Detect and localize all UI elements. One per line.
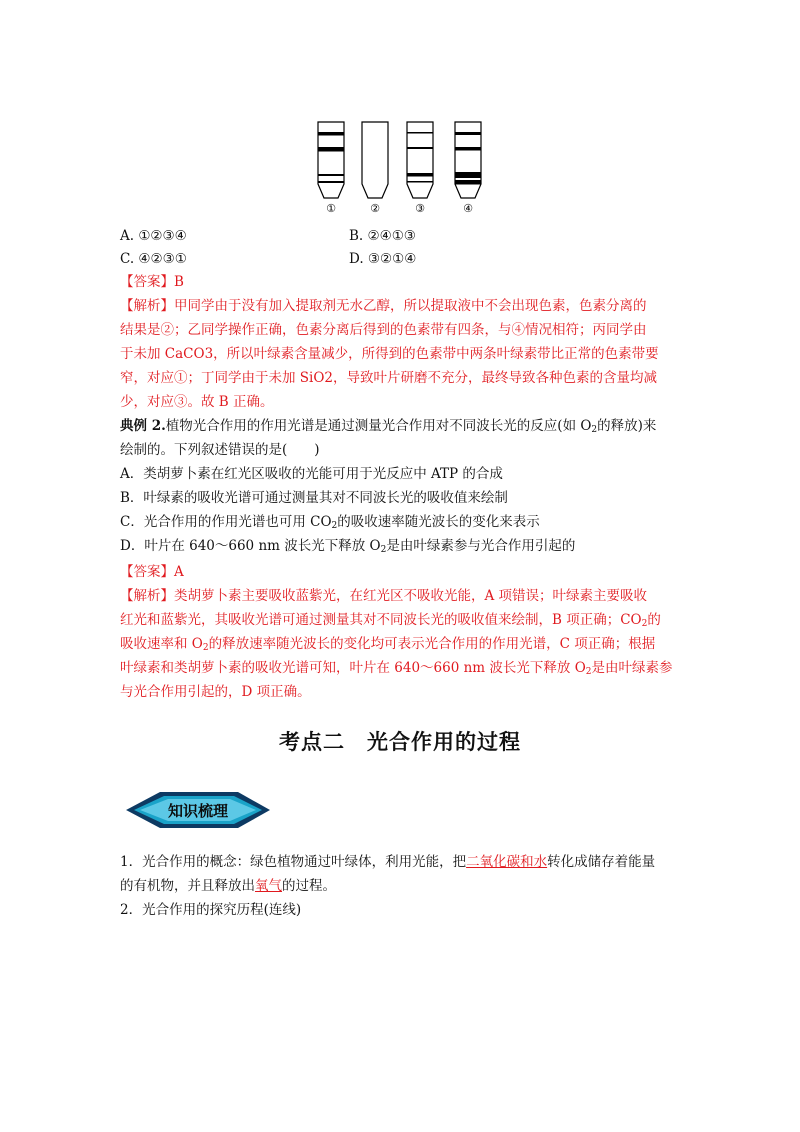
badge-label: 知识梳理 bbox=[167, 801, 228, 820]
example-2-option-d bbox=[120, 536, 680, 556]
option-c: C. ④②③① bbox=[120, 251, 187, 267]
analysis-2-line-4 bbox=[120, 658, 680, 678]
analysis-2-line-1: 【解析】类胡萝卜素主要吸收蓝紫光，在红光区不吸收光能，A 项错误；叶绿素主要吸收 bbox=[120, 588, 648, 604]
example-2-question-line-1 bbox=[120, 416, 680, 436]
tube-label-3: ③ bbox=[415, 202, 425, 215]
concept-line-1 bbox=[120, 852, 680, 872]
options-row-cd bbox=[120, 249, 680, 269]
example-2-option-c bbox=[120, 512, 680, 532]
analysis-1-line-3: 于未加 CaCO3，所以叶绿素含量减少，所得到的色素带中两条叶绿素带比正常的色素带要 bbox=[120, 346, 659, 362]
tube-label-2: ② bbox=[370, 202, 380, 215]
concept-l1-a: 1．光合作用的概念：绿色植物通过叶绿体，利用光能，把 bbox=[120, 854, 467, 870]
option-d: D. ③②①④ bbox=[349, 251, 417, 267]
option-b: B. ②④①③ bbox=[349, 228, 416, 244]
answer-1: 【答案】B bbox=[120, 274, 184, 290]
opt-d-text-b: 是由叶绿素参与光合作用引起的 bbox=[386, 538, 576, 554]
analysis-2-line-2 bbox=[120, 610, 680, 630]
analysis-1-line-1: 【解析】甲同学由于没有加入提取剂无水乙醇，所以提取液中不会出现色素，色素分离的 bbox=[120, 298, 647, 314]
example-2-question-line-2: 绘制的。下列叙述错误的是( ) bbox=[120, 442, 320, 458]
knowledge-badge bbox=[120, 788, 276, 832]
analysis-2-l3-a: 吸收速率和 O bbox=[120, 636, 203, 652]
opt-d-text-a: D．叶片在 640～660 nm 波长光下释放 O bbox=[120, 538, 381, 554]
option-a: A. ①②③④ bbox=[120, 228, 187, 244]
section-title: 考点二 光合作用的过程 bbox=[279, 730, 521, 754]
example-2-option-a: A．类胡萝卜素在红光区吸收的光能可用于光反应中 ATP 的合成 bbox=[120, 466, 503, 482]
tube-label-1: ① bbox=[326, 202, 336, 215]
answer-blank-oxygen: 氧气 bbox=[255, 878, 282, 894]
concept-l2-b: 的过程。 bbox=[282, 878, 336, 894]
answer-2: 【答案】A bbox=[120, 564, 184, 580]
analysis-2-l2-a: 红光和蓝紫光，其吸收光谱可通过测量其对不同波长光的吸收值来绘制，B 项正确；CO bbox=[120, 612, 642, 628]
q1-text-b: 的释放)来 bbox=[597, 418, 657, 434]
concept-line-3: 2．光合作用的探究历程(连线) bbox=[120, 902, 302, 918]
concept-l1-b: 转化成储存着能量 bbox=[547, 854, 656, 870]
example-2-option-b: B．叶绿素的吸收光谱可通过测量其对不同波长光的吸收值来绘制 bbox=[120, 490, 508, 506]
opt-c-text-a: C．光合作用的作用光谱也可用 CO bbox=[120, 514, 332, 530]
concept-l2-a: 的有机物，并且释放出 bbox=[120, 878, 255, 894]
tube-1 bbox=[318, 122, 344, 198]
example-2-label: 典例 2. bbox=[120, 418, 166, 434]
options-row-ab bbox=[120, 226, 680, 246]
subscript: 2 bbox=[585, 667, 592, 677]
analysis-2-line-5: 与光合作用引起的，D 项正确。 bbox=[120, 684, 311, 700]
subscript: 2 bbox=[641, 619, 648, 629]
analysis-1-line-2: 结果是②；乙同学操作正确，色素分离后得到的色素带有四条，与④情况相符；丙同学由 bbox=[120, 322, 647, 338]
analysis-1-line-5: 少，对应③。故 B 正确。 bbox=[120, 394, 274, 410]
analysis-2-l4-b: 是由叶绿素参 bbox=[591, 660, 673, 676]
concept-line-2 bbox=[120, 876, 680, 896]
analysis-2-l3-b: 的释放速率随光波长的变化均可表示光合作用的作用光谱，C 项正确；根据 bbox=[208, 636, 656, 652]
analysis-2-l2-b: 的 bbox=[647, 612, 661, 628]
tube-4 bbox=[455, 122, 481, 198]
subscript: 2 bbox=[380, 545, 387, 555]
subscript: 2 bbox=[202, 643, 209, 653]
analysis-1-line-4: 窄，对应①；丁同学由于未加 SiO2，导致叶片研磨不充分，最终导致各种色素的含量均减 bbox=[120, 370, 658, 386]
tube-3 bbox=[407, 122, 433, 198]
subscript: 2 bbox=[591, 425, 598, 435]
chromatography-tubes-svg bbox=[300, 118, 500, 216]
analysis-2-line-3 bbox=[120, 634, 680, 654]
analysis-2-l4-a: 叶绿素和类胡萝卜素的吸收光谱可知，叶片在 640～660 nm 波长光下释放 O bbox=[120, 660, 586, 676]
chromatography-figure bbox=[300, 118, 500, 216]
subscript: 2 bbox=[331, 521, 338, 531]
tube-2 bbox=[362, 122, 388, 198]
answer-blank-co2-water: 二氧化碳和水 bbox=[466, 854, 548, 870]
q1-text-a: 植物光合作用的作用光谱是通过测量光合作用对不同波长光的反应(如 O bbox=[165, 418, 592, 434]
opt-c-text-b: 的吸收速率随光波长的变化来表示 bbox=[337, 514, 540, 530]
tube-label-4: ④ bbox=[463, 202, 473, 215]
